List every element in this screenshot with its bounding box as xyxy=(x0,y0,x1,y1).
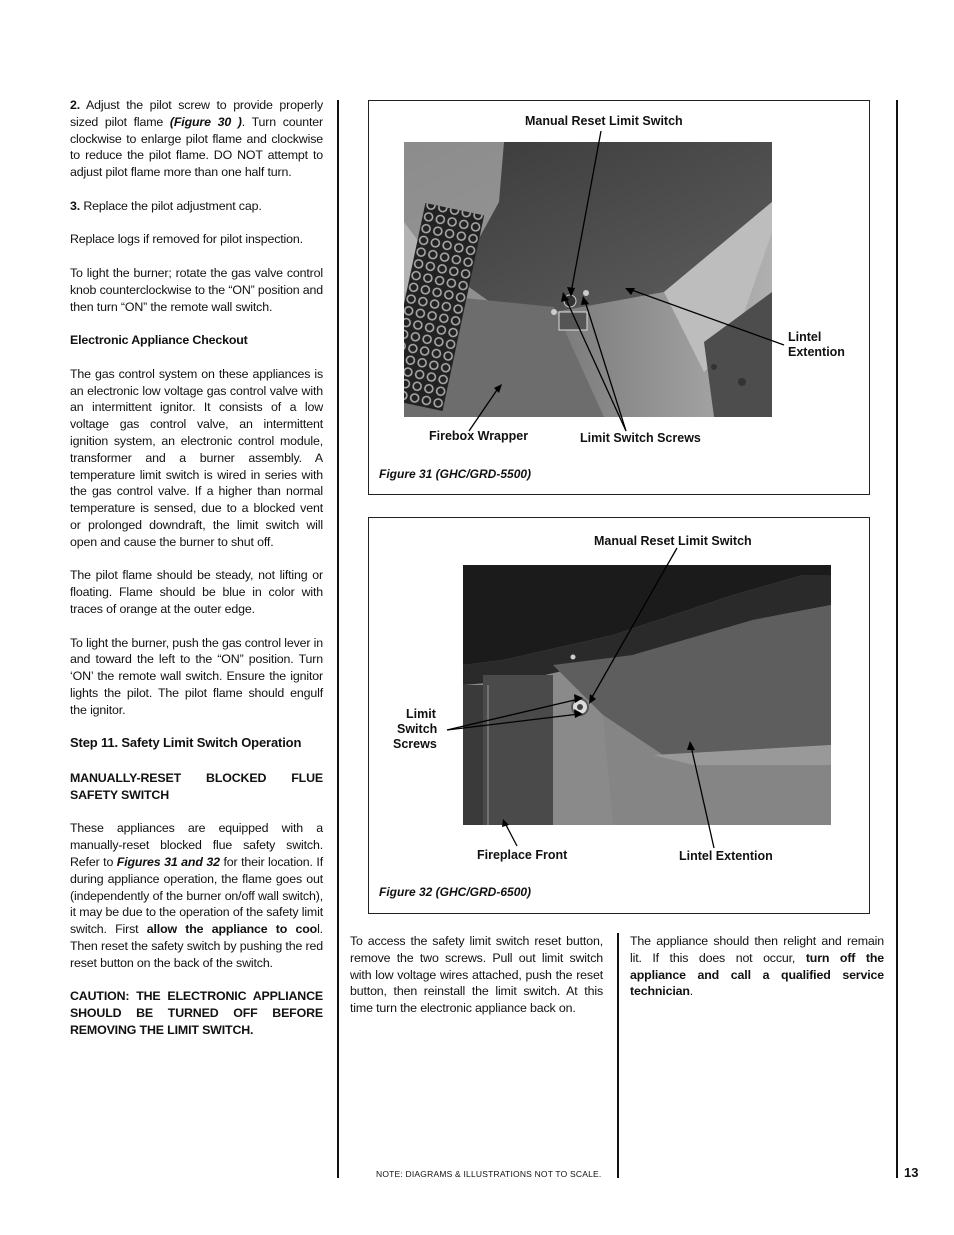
label-limit-1: Limit xyxy=(406,707,436,721)
replace-logs-paragraph: Replace logs if removed for pilot inspection. xyxy=(70,232,303,247)
pilot-adjust-text: Adjust the pilot screw to provide properly sized pilot flame xyxy=(70,98,323,129)
left-column xyxy=(70,97,323,1056)
label-lintel-extention: Lintel Extention xyxy=(679,849,773,863)
figure-31-caption: Figure 31 (GHC/GRD-5500) xyxy=(379,467,532,481)
label-firebox-wrapper: Firebox Wrapper xyxy=(429,429,529,443)
call-technician-text: turn off the appliance and call a qualified service technician xyxy=(630,950,885,999)
middle-column-text: To access the safety limit switch reset button, remove the two screws. Pull out limit switch with low voltage wires attached, push the reset button, then reinstall the limit switch. At this time turn the electronic appliance back on. xyxy=(350,934,603,1016)
label-manual-reset: Manual Reset Limit Switch xyxy=(594,534,752,548)
gas-control-paragraph: The gas control system on these appliances is an electronic low voltage gas control valve with an intermittent ignitor. It consists of a low voltage gas control valve, an intermittent ignition system, an electronic control module, transformer and a burner assembly. A temperature limit switch is wired in series with the gas control valve. If a higher than normal temperature is sensed, due to a blocked vent or prolonged downdraft, the limit switch will open and cause the burner to shut off. xyxy=(70,366,323,549)
manual-reset-heading: MANUALLY-RESET BLOCKED FLUE SAFETY SWITCH xyxy=(70,771,323,802)
label-lintel-2: Extention xyxy=(788,345,845,359)
step-number: 3. xyxy=(70,198,81,213)
figure-reference: (Figure 30 ) xyxy=(169,114,242,129)
allow-cool-text: allow the appliance to coo xyxy=(146,922,318,937)
light-burner-lever-paragraph: To light the burner, push the gas control lever in and toward the left to the “ON” position. Turn ‘ON’ the remote wall switch. Ensure the ignitor lights the pilot. The pilot flame should engulf the ignitor. xyxy=(70,635,323,717)
safety-switch-paragraph xyxy=(70,820,323,971)
checkout-heading: Electronic Appliance Checkout xyxy=(70,333,248,348)
step-heading: Step 11. Safety Limit Switch Operation xyxy=(70,735,302,751)
relight-text: The appliance should then relight and remain lit. If this does not occur, xyxy=(630,934,884,965)
label-limit-2: Switch xyxy=(397,722,438,736)
label-fireplace-front: Fireplace Front xyxy=(477,848,568,862)
label-limit-switch-screws: Limit Switch Screws xyxy=(580,431,701,445)
replace-cap-text: Replace the pilot adjustment cap. xyxy=(80,198,262,213)
relight-text-end: . xyxy=(689,984,694,999)
pilot-adjust-text-cont: . Turn counter clockwise to enlarge pilot flame and clockwise to reduce the pilot flame. DO NOT attempt to adjust pilot flame more than one half turn. xyxy=(70,114,323,180)
label-limit-3: Screws xyxy=(393,737,437,751)
figures-reference: Figures 31 and 32 xyxy=(116,855,220,870)
figure-32-caption: Figure 32 (GHC/GRD-6500) xyxy=(379,885,532,899)
label-lintel-1: Lintel xyxy=(788,330,822,344)
safety-text-cont: for their location. If during appliance operation, the flame goes out (independently of the burner on/off wall switch), it may be due to the operation of the safety limit switch. First xyxy=(70,855,324,937)
page-number: 13 xyxy=(904,1165,919,1180)
pilot-adjust-paragraph xyxy=(70,97,323,181)
step-number: 2. xyxy=(70,98,81,112)
pilot-flame-paragraph: The pilot flame should be steady, not lifting or floating. Flame should be blue in color with traces of orange at the outer edge. xyxy=(70,568,323,616)
column-divider xyxy=(617,933,619,1178)
page-edge-rule xyxy=(896,100,898,1178)
right-column xyxy=(630,933,884,1000)
scale-note: NOTE: DIAGRAMS & ILLUSTRATIONS NOT TO SCALE. xyxy=(376,1169,602,1179)
safety-text: These appliances are equipped with a manually-reset blocked flue safety switch. Refer to xyxy=(70,821,323,870)
figure-31 xyxy=(368,100,870,495)
safety-text-end: l. Then reset the safety switch by pushing the red reset button on the back of the switch. xyxy=(70,922,323,970)
light-burner-paragraph: To light the burner; rotate the gas valve control knob counterclockwise to the “ON” position and then turn “ON” the remote wall switch. xyxy=(70,265,323,314)
replace-cap-paragraph xyxy=(70,198,323,215)
column-divider xyxy=(337,100,339,1178)
caution-paragraph: CAUTION: THE ELECTRONIC APPLIANCE SHOULD BE TURNED OFF BEFORE REMOVING THE LIMIT SWITCH. xyxy=(70,989,323,1038)
figure-32-leaders xyxy=(369,518,869,913)
figure-32 xyxy=(368,517,870,914)
label-manual-reset: Manual Reset Limit Switch xyxy=(525,114,683,128)
